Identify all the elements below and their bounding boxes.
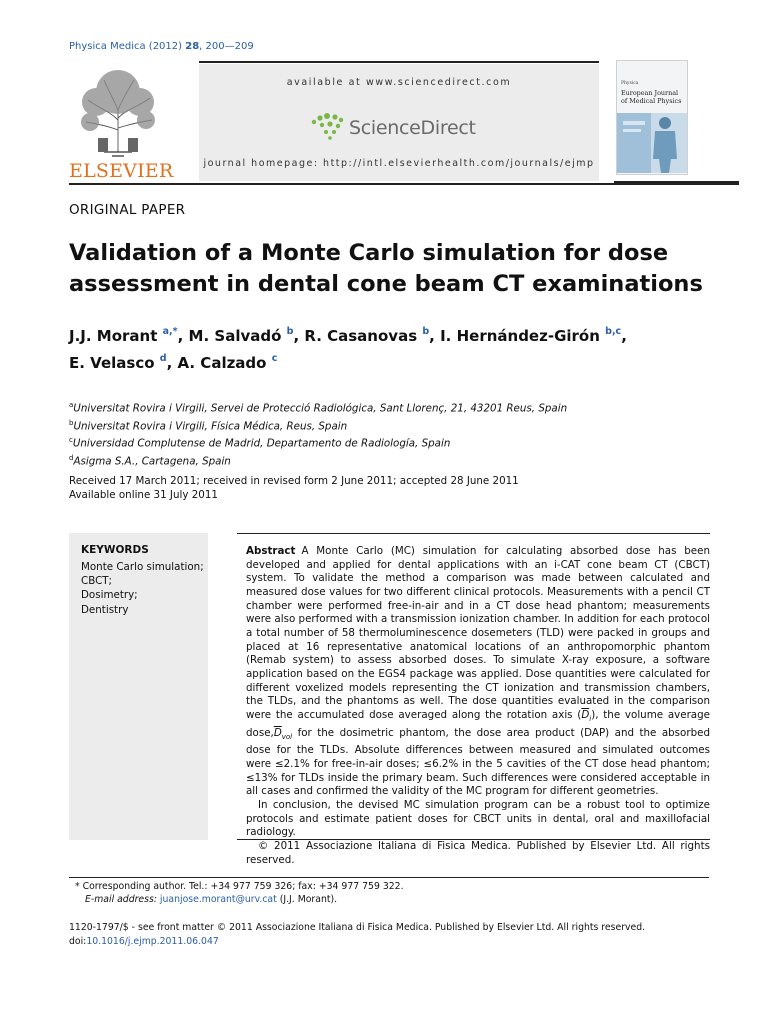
keyword-item: Dentistry (81, 603, 129, 616)
citation-journal: Physica Medica (2012) (69, 41, 186, 52)
affiliation-list (69, 398, 759, 469)
author-separator: , (166, 354, 178, 372)
journal-citation[interactable] (69, 41, 254, 52)
dose-subscript: i (589, 714, 592, 723)
elsevier-wordmark: ELSEVIER (69, 160, 174, 182)
header-top-rule (199, 61, 599, 63)
author-name: A. Calzado (177, 354, 267, 372)
affiliation-text: Universitat Rovira i Virgili, Física Médica, Reus, Spain (73, 420, 348, 433)
author-affiliation-link[interactable]: b (286, 326, 294, 337)
keyword-item: CBCT; (81, 575, 113, 588)
keyword-item: Dosimetry; (81, 589, 138, 602)
author-name: M. Salvadó (188, 327, 282, 345)
citation-pages: , 200—209 (199, 41, 254, 52)
abstract-section (246, 545, 710, 867)
email-link[interactable]: juanjose.morant@urv.cat (159, 894, 277, 905)
author-affiliation-link[interactable]: b (422, 326, 430, 337)
doi-label: doi: (69, 936, 87, 947)
issn-line: 1120-1797/$ - see front matter © 2011 Associazione Italiana di Fisica Medica. Published by Elsevier Ltd. All rights reserved. (69, 922, 646, 933)
article-title: Validation of a Monte Carlo simulation for dose assessment in dental cone beam CT examinations (69, 240, 703, 297)
received-dates: Received 17 March 2011; received in revised form 2 June 2011; accepted 28 June 2011 (69, 475, 519, 487)
affiliation-marker: a (69, 401, 74, 409)
front-matter (69, 921, 759, 949)
online-date: Available online 31 July 2011 (69, 489, 218, 502)
author-separator: , (429, 327, 441, 345)
abstract-text: A Monte Carlo (MC) simulation for calculating absorbed dose has been developed and applied for dental applications with an i-CAT cone beam CT (CBCT) system. To validate the method a comparison was made between calculated and measured dose values for two different clinical protocols. Measurements with a pencil CT chamber were performed free-in-air and in a CT dose head phantom; measurements were also performed with a transmission ionization chamber. In addition for each protocol a total number of 58 thermoluminescence dosemeters (TLD) were packed in groups and placed at 16 representative anatomical locations of an anthropomorphic phantom (Remab system) to assess absorbed doses. To simulate X-ray exposure, a software application based on the EGS4 package was applied. Dose quantities were calculated for different voxelized models representing the CT ionization and transmission chambers, the TLDs, and the phantoms as well. The dose quantities evaluated in the comparison were the accumulated dose averaged along the rotation axis ( (246, 545, 710, 721)
affiliation-text: Universitat Rovira i Virgili, Servei de Protecció Radiológica, Sant Llorenç, 21, 43201 Reus, Spain (73, 402, 568, 415)
abstract-label: Abstract (246, 545, 296, 557)
author-name: R. Casanovas (304, 327, 418, 345)
available-at-text[interactable]: available at www.sciencedirect.com (286, 77, 512, 88)
doi-link[interactable]: 10.1016/j.ejmp.2011.06.047 (86, 936, 219, 947)
author-name: I. Hernández-Girón (440, 327, 600, 345)
abstract-text: ), the volume average dose, (246, 708, 710, 739)
abstract-paragraph: In conclusion, the devised MC simulation program can be a robust tool to optimize protocols and estimate patient doses for CBCT units in dental, oral and maxillofacial radiology. (246, 798, 710, 839)
dose-subscript: vol (281, 732, 293, 741)
affiliation-text: Asigma S.A., Cartagena, Spain (73, 455, 231, 468)
author-separator: , (177, 327, 189, 345)
keyword-item: Monte Carlo simulation; (81, 561, 204, 573)
footnote-rule (69, 877, 709, 878)
citation-volume: 28 (185, 41, 200, 52)
affiliation-item (69, 433, 759, 451)
email-line (75, 893, 715, 906)
affiliation-marker: b (69, 418, 74, 427)
email-suffix: (J.J. Morant). (276, 894, 338, 905)
author-affiliation-link[interactable]: b,c (605, 326, 622, 337)
header-bottom-rule (69, 183, 739, 185)
author-separator: , (293, 327, 305, 345)
email-label: E-mail address: (85, 894, 160, 905)
article-history (69, 474, 759, 502)
affiliation-marker: c (69, 436, 73, 445)
affiliation-item (69, 451, 759, 469)
keywords-list (81, 560, 211, 617)
keywords-heading: KEYWORDS (81, 544, 149, 556)
abstract-paragraph (246, 545, 710, 799)
journal-homepage-text[interactable]: journal homepage: http://intl.elsevierhealth.com/journals/ejmp (203, 158, 595, 169)
abstract-top-rule (237, 533, 710, 534)
article-type: ORIGINAL PAPER (69, 202, 186, 218)
journal-cover-thumbnail[interactable] (616, 60, 688, 175)
affiliation-text: Universidad Complutense de Madrid, Departamento de Radiología, Spain (72, 437, 451, 450)
affiliation-item (69, 416, 759, 434)
cover-bottom-rule (614, 181, 739, 183)
affiliation-marker: d (69, 453, 74, 462)
dose-symbol: $\overline{D}$ (273, 726, 282, 739)
author-name: E. Velasco (69, 354, 155, 372)
author-name: J.J. Morant (69, 327, 158, 345)
author-affiliation-link[interactable]: a,* (162, 326, 178, 337)
author-affiliation-link[interactable]: c (271, 353, 278, 364)
sciencedirect-dots-icon (310, 112, 346, 142)
author-affiliation-link[interactable]: d (159, 353, 167, 364)
abstract-text: for the dosimetric phantom, the dose area product (DAP) and the absorbed dose for the TLDs. Absolute differences between measured and simulated outcomes were ≤2.1% for free-in-air doses; ≤6.2% in the 5 cavities of the CT dose head phantom; ≤13% for TLDs inside the primary beam. Such differences were considered acceptable in all cases and confirmed the validity of the MC program for different geometries. (246, 726, 710, 798)
author-separator: , (621, 327, 627, 345)
affiliation-item (69, 398, 759, 416)
doi-line (69, 935, 759, 949)
cover-small-title: Physica (621, 81, 639, 86)
abstract-copyright: © 2011 Associazione Italiana di Fisica Medica. Published by Elsevier Ltd. All rights reserved. (246, 839, 710, 866)
sciencedirect-logo-text[interactable]: ScienceDirect (349, 117, 476, 139)
dose-symbol: $\overline{D}$ (581, 708, 590, 721)
corresponding-author-line: * Corresponding author. Tel.: +34 977 759 326; fax: +34 977 759 322. (75, 881, 404, 892)
cover-figure-image (617, 113, 687, 173)
corresponding-author-footnote (75, 880, 715, 906)
author-list (69, 321, 759, 375)
cover-journal-title: European Journal of Medical Physics (621, 89, 682, 105)
